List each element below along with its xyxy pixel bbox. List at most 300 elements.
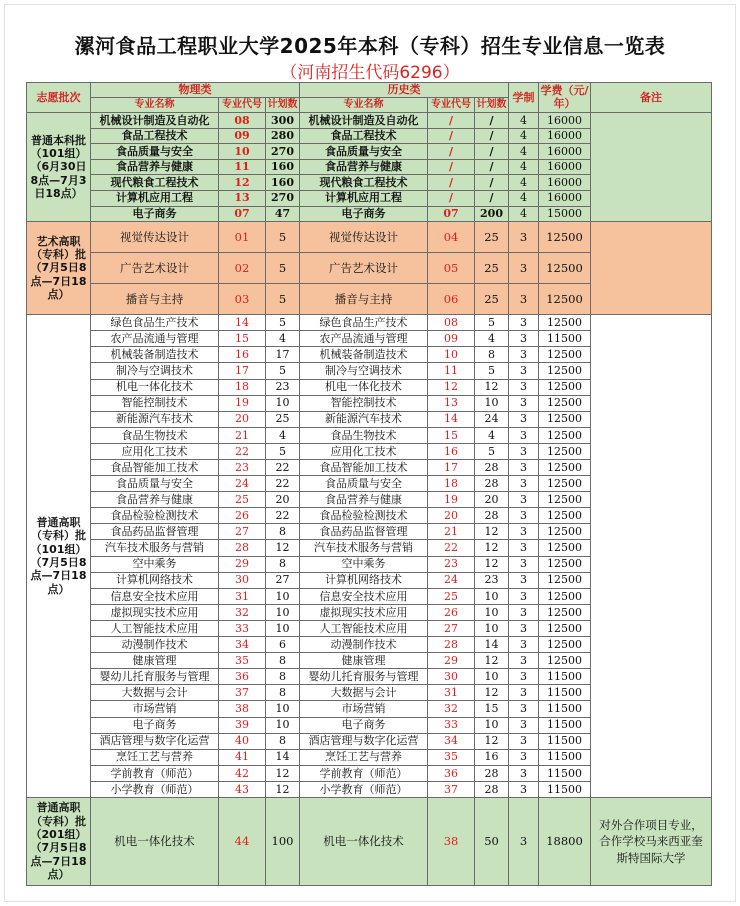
history-code-cell: 38 [428,797,475,885]
physics-major-cell: 电子商务 [91,206,219,222]
physics-major-cell: 市场营销 [91,701,219,717]
duration-cell: 3 [509,749,539,765]
header-physics-plan: 计划数 [266,98,300,113]
history-plan-cell: 5 [475,443,509,459]
history-major-cell: 电子商务 [300,206,428,222]
history-major-cell: 信息安全技术应用 [300,588,428,604]
history-code-cell: 28 [428,637,475,653]
tuition-cell: 12500 [539,253,591,284]
remark-cell [591,315,712,798]
history-major-cell: 动漫制作技术 [300,637,428,653]
tuition-cell: 11500 [539,331,591,347]
physics-major-cell: 绿色食品生产技术 [91,315,219,331]
history-plan-cell: 25 [475,253,509,284]
physics-plan-cell: 12 [266,781,300,797]
history-plan-cell: 50 [475,797,509,885]
table-row [27,797,712,885]
physics-plan-cell: 10 [266,395,300,411]
history-plan-cell: 10 [475,395,509,411]
physics-code-cell: 02 [219,253,266,284]
duration-cell: 3 [509,347,539,363]
history-plan-cell: 12 [475,556,509,572]
tuition-cell: 11500 [539,781,591,797]
physics-plan-cell: 14 [266,749,300,765]
physics-major-cell: 制冷与空调技术 [91,363,219,379]
duration-cell: 3 [509,685,539,701]
history-major-cell: 食品检验检测技术 [300,508,428,524]
physics-major-cell: 虚拟现实技术应用 [91,604,219,620]
duration-cell: 3 [509,717,539,733]
tuition-cell: 11500 [539,685,591,701]
physics-major-cell: 人工智能技术应用 [91,620,219,636]
physics-code-cell: 01 [219,222,266,253]
physics-plan-cell: 270 [266,190,300,206]
physics-plan-cell: 4 [266,427,300,443]
physics-plan-cell: 47 [266,206,300,222]
history-major-cell: 计算机网络技术 [300,572,428,588]
history-plan-cell: 24 [475,411,509,427]
duration-cell: 3 [509,588,539,604]
history-plan-cell: 12 [475,379,509,395]
tuition-cell: 11500 [539,733,591,749]
header-physics-major: 专业名称 [91,98,219,113]
history-major-cell: 酒店管理与数字化运营 [300,733,428,749]
table-row [27,315,712,331]
history-major-cell: 现代粮食工程技术 [300,175,428,191]
physics-code-cell: 25 [219,492,266,508]
history-plan-cell: 10 [475,717,509,733]
physics-plan-cell: 270 [266,144,300,160]
physics-code-cell: 09 [219,128,266,144]
tuition-cell: 16000 [539,113,591,129]
duration-cell: 3 [509,476,539,492]
tuition-cell: 11500 [539,701,591,717]
physics-major-cell: 汽车技术服务与营销 [91,540,219,556]
history-major-cell: 食品质量与安全 [300,476,428,492]
history-major-cell: 大数据与会计 [300,685,428,701]
table-row [27,222,712,253]
table-row [27,113,712,129]
tuition-cell: 12500 [539,492,591,508]
physics-code-cell: 42 [219,765,266,781]
physics-plan-cell: 5 [266,443,300,459]
duration-cell: 4 [509,190,539,206]
tuition-cell: 16000 [539,175,591,191]
history-plan-cell: / [475,144,509,160]
history-code-cell: 21 [428,524,475,540]
history-major-cell: 视觉传达设计 [300,222,428,253]
physics-major-cell: 食品检验检测技术 [91,508,219,524]
history-major-cell: 食品营养与健康 [300,159,428,175]
physics-code-cell: 27 [219,524,266,540]
history-major-cell: 虚拟现实技术应用 [300,604,428,620]
physics-plan-cell: 8 [266,556,300,572]
physics-code-cell: 36 [219,669,266,685]
tuition-cell: 11500 [539,749,591,765]
tuition-cell: 12500 [539,556,591,572]
history-code-cell: 27 [428,620,475,636]
tuition-cell: 12500 [539,347,591,363]
history-plan-cell: 5 [475,315,509,331]
history-plan-cell: 28 [475,460,509,476]
history-plan-cell: 8 [475,347,509,363]
physics-code-cell: 40 [219,733,266,749]
physics-major-cell: 视觉传达设计 [91,222,219,253]
history-plan-cell: / [475,190,509,206]
physics-plan-cell: 5 [266,253,300,284]
physics-major-cell: 学前教育（师范） [91,765,219,781]
duration-cell: 3 [509,315,539,331]
duration-cell: 3 [509,701,539,717]
batch-cell: 普通高职（专科）批（201组）（7月5日8点—7日18点） [27,797,91,885]
history-major-cell: 食品工程技术 [300,128,428,144]
physics-plan-cell: 22 [266,476,300,492]
duration-cell: 3 [509,508,539,524]
history-code-cell: 18 [428,476,475,492]
history-plan-cell: 15 [475,701,509,717]
physics-code-cell: 17 [219,363,266,379]
tuition-cell: 12500 [539,524,591,540]
tuition-cell: 12500 [539,460,591,476]
history-major-cell: 食品生物技术 [300,427,428,443]
physics-code-cell: 31 [219,588,266,604]
duration-cell: 3 [509,284,539,315]
history-code-cell: 29 [428,653,475,669]
history-code-cell: 15 [428,427,475,443]
physics-plan-cell: 10 [266,604,300,620]
physics-code-cell: 03 [219,284,266,315]
physics-code-cell: 37 [219,685,266,701]
history-major-cell: 农产品流通与管理 [300,331,428,347]
header-history-code: 专业代号 [428,98,475,113]
physics-code-cell: 15 [219,331,266,347]
history-plan-cell: / [475,159,509,175]
tuition-cell: 12500 [539,508,591,524]
physics-code-cell: 11 [219,159,266,175]
physics-plan-cell: 300 [266,113,300,129]
history-code-cell: 34 [428,733,475,749]
tuition-cell: 12500 [539,315,591,331]
physics-code-cell: 44 [219,797,266,885]
history-plan-cell: 4 [475,331,509,347]
duration-cell: 3 [509,222,539,253]
physics-code-cell: 19 [219,395,266,411]
physics-major-cell: 婴幼儿托育服务与管理 [91,669,219,685]
physics-plan-cell: 8 [266,669,300,685]
tuition-cell: 18800 [539,797,591,885]
history-major-cell: 汽车技术服务与营销 [300,540,428,556]
header-duration: 学制 [509,83,539,113]
physics-code-cell: 22 [219,443,266,459]
physics-plan-cell: 10 [266,701,300,717]
tuition-cell: 12500 [539,443,591,459]
history-code-cell: 08 [428,315,475,331]
majors-table [26,82,712,886]
history-plan-cell: / [475,113,509,129]
duration-cell: 3 [509,395,539,411]
history-plan-cell: 5 [475,363,509,379]
tuition-cell: 12500 [539,540,591,556]
physics-major-cell: 食品质量与安全 [91,476,219,492]
duration-cell: 3 [509,524,539,540]
duration-cell: 3 [509,331,539,347]
history-code-cell: 19 [428,492,475,508]
duration-cell: 3 [509,653,539,669]
enrollment-code-subtitle: （河南招生代码6296） [280,63,460,83]
history-plan-cell: / [475,175,509,191]
physics-major-cell: 新能源汽车技术 [91,411,219,427]
history-code-cell: 30 [428,669,475,685]
physics-major-cell: 信息安全技术应用 [91,588,219,604]
physics-code-cell: 20 [219,411,266,427]
physics-plan-cell: 5 [266,222,300,253]
physics-plan-cell: 17 [266,347,300,363]
physics-plan-cell: 5 [266,315,300,331]
physics-plan-cell: 100 [266,797,300,885]
tuition-cell: 12500 [539,411,591,427]
duration-cell: 3 [509,363,539,379]
history-major-cell: 电子商务 [300,717,428,733]
header-history: 历史类 [300,83,509,98]
header-physics-code: 专业代号 [219,98,266,113]
history-major-cell: 食品智能加工技术 [300,460,428,476]
physics-plan-cell: 160 [266,159,300,175]
physics-major-cell: 机械设计制造及自动化 [91,113,219,129]
history-code-cell: 36 [428,765,475,781]
header-history-major: 专业名称 [300,98,428,113]
batch-cell: 普通本科批（101组）（6月30日8点—7月3日18点） [27,113,91,222]
history-major-cell: 制冷与空调技术 [300,363,428,379]
tuition-cell: 12500 [539,572,591,588]
tuition-cell: 16000 [539,190,591,206]
history-code-cell: 32 [428,701,475,717]
duration-cell: 3 [509,620,539,636]
physics-code-cell: 30 [219,572,266,588]
physics-plan-cell: 280 [266,128,300,144]
physics-code-cell: 26 [219,508,266,524]
tuition-cell: 12500 [539,637,591,653]
tuition-cell: 16000 [539,128,591,144]
header-physics: 物理类 [91,83,300,98]
physics-plan-cell: 27 [266,572,300,588]
physics-major-cell: 播音与主持 [91,284,219,315]
physics-major-cell: 烹饪工艺与营养 [91,749,219,765]
duration-cell: 3 [509,781,539,797]
duration-cell: 3 [509,540,539,556]
physics-code-cell: 29 [219,556,266,572]
history-major-cell: 市场营销 [300,701,428,717]
physics-major-cell: 食品营养与健康 [91,492,219,508]
history-plan-cell: 14 [475,637,509,653]
history-plan-cell: 20 [475,492,509,508]
duration-cell: 3 [509,427,539,443]
physics-major-cell: 动漫制作技术 [91,637,219,653]
history-code-cell: 26 [428,604,475,620]
physics-major-cell: 农产品流通与管理 [91,331,219,347]
physics-major-cell: 食品质量与安全 [91,144,219,160]
tuition-cell: 12500 [539,620,591,636]
history-major-cell: 健康管理 [300,653,428,669]
history-plan-cell: 12 [475,653,509,669]
history-major-cell: 播音与主持 [300,284,428,315]
history-plan-cell: 10 [475,669,509,685]
history-major-cell: 计算机应用工程 [300,190,428,206]
tuition-cell: 12500 [539,653,591,669]
physics-code-cell: 34 [219,637,266,653]
tuition-cell: 11500 [539,765,591,781]
history-major-cell: 小学教育（师范） [300,781,428,797]
duration-cell: 3 [509,669,539,685]
duration-cell: 4 [509,206,539,222]
history-major-cell: 应用化工技术 [300,443,428,459]
physics-plan-cell: 22 [266,460,300,476]
physics-code-cell: 12 [219,175,266,191]
history-major-cell: 人工智能技术应用 [300,620,428,636]
history-plan-cell: 28 [475,476,509,492]
physics-code-cell: 28 [219,540,266,556]
physics-major-cell: 食品生物技术 [91,427,219,443]
physics-code-cell: 10 [219,144,266,160]
history-major-cell: 食品药品监督管理 [300,524,428,540]
physics-plan-cell: 10 [266,620,300,636]
duration-cell: 3 [509,379,539,395]
history-major-cell: 烹饪工艺与营养 [300,749,428,765]
tuition-cell: 11500 [539,717,591,733]
history-major-cell: 新能源汽车技术 [300,411,428,427]
duration-cell: 3 [509,797,539,885]
duration-cell: 3 [509,637,539,653]
history-plan-cell: 12 [475,733,509,749]
history-code-cell: 31 [428,685,475,701]
history-code-cell: 16 [428,443,475,459]
history-code-cell: / [428,190,475,206]
history-code-cell: 10 [428,347,475,363]
duration-cell: 4 [509,175,539,191]
physics-plan-cell: 10 [266,717,300,733]
duration-cell: 3 [509,460,539,476]
physics-major-cell: 计算机应用工程 [91,190,219,206]
history-major-cell: 空中乘务 [300,556,428,572]
remark-cell: 对外合作项目专业，合作学校马来西亚奎斯特国际大学 [591,797,712,885]
tuition-cell: 16000 [539,159,591,175]
history-code-cell: 06 [428,284,475,315]
duration-cell: 4 [509,113,539,129]
duration-cell: 3 [509,604,539,620]
history-plan-cell: 10 [475,620,509,636]
history-major-cell: 食品质量与安全 [300,144,428,160]
physics-code-cell: 07 [219,206,266,222]
history-code-cell: 14 [428,411,475,427]
history-major-cell: 机电一体化技术 [300,379,428,395]
physics-plan-cell: 4 [266,331,300,347]
history-code-cell: / [428,113,475,129]
tuition-cell: 12500 [539,222,591,253]
tuition-cell: 12500 [539,476,591,492]
physics-code-cell: 16 [219,347,266,363]
history-plan-cell: 28 [475,781,509,797]
history-plan-cell: 28 [475,508,509,524]
history-code-cell: 11 [428,363,475,379]
history-plan-cell: 12 [475,685,509,701]
duration-cell: 3 [509,253,539,284]
batch-cell: 艺术高职（专科）批（7月5日8点—7日18点） [27,222,91,315]
history-code-cell: / [428,128,475,144]
physics-major-cell: 智能控制技术 [91,395,219,411]
physics-major-cell: 健康管理 [91,653,219,669]
history-plan-cell: 10 [475,588,509,604]
physics-major-cell: 空中乘务 [91,556,219,572]
physics-major-cell: 现代粮食工程技术 [91,175,219,191]
duration-cell: 4 [509,159,539,175]
history-code-cell: 20 [428,508,475,524]
physics-plan-cell: 12 [266,540,300,556]
history-code-cell: 04 [428,222,475,253]
history-major-cell: 广告艺术设计 [300,253,428,284]
physics-plan-cell: 5 [266,363,300,379]
physics-plan-cell: 8 [266,524,300,540]
history-code-cell: / [428,159,475,175]
physics-major-cell: 计算机网络技术 [91,572,219,588]
history-plan-cell: 200 [475,206,509,222]
history-plan-cell: 25 [475,284,509,315]
physics-major-cell: 食品工程技术 [91,128,219,144]
history-plan-cell: / [475,128,509,144]
physics-plan-cell: 25 [266,411,300,427]
physics-code-cell: 41 [219,749,266,765]
duration-cell: 3 [509,733,539,749]
history-code-cell: / [428,175,475,191]
tuition-cell: 12500 [539,284,591,315]
history-code-cell: 25 [428,588,475,604]
remark-cell [591,113,712,222]
tuition-cell: 12500 [539,588,591,604]
physics-code-cell: 39 [219,717,266,733]
history-major-cell: 绿色食品生产技术 [300,315,428,331]
physics-major-cell: 食品药品监督管理 [91,524,219,540]
physics-code-cell: 35 [219,653,266,669]
physics-code-cell: 13 [219,190,266,206]
duration-cell: 3 [509,556,539,572]
physics-major-cell: 机电一体化技术 [91,379,219,395]
physics-code-cell: 43 [219,781,266,797]
page-title: 漯河食品工程职业大学2025年本科（专科）招生专业信息一览表 [74,34,666,58]
duration-cell: 3 [509,443,539,459]
physics-major-cell: 电子商务 [91,717,219,733]
physics-major-cell: 广告艺术设计 [91,253,219,284]
history-plan-cell: 28 [475,765,509,781]
physics-major-cell: 食品营养与健康 [91,159,219,175]
history-code-cell: 07 [428,206,475,222]
physics-major-cell: 应用化工技术 [91,443,219,459]
history-code-cell: 13 [428,395,475,411]
history-major-cell: 机电一体化技术 [300,797,428,885]
duration-cell: 3 [509,572,539,588]
physics-plan-cell: 160 [266,175,300,191]
physics-plan-cell: 8 [266,733,300,749]
header-history-plan: 计划数 [475,98,509,113]
physics-code-cell: 23 [219,460,266,476]
duration-cell: 3 [509,492,539,508]
tuition-cell: 12500 [539,604,591,620]
history-plan-cell: 4 [475,427,509,443]
physics-major-cell: 酒店管理与数字化运营 [91,733,219,749]
physics-plan-cell: 20 [266,492,300,508]
physics-major-cell: 小学教育（师范） [91,781,219,797]
duration-cell: 4 [509,144,539,160]
history-code-cell: / [428,144,475,160]
physics-major-cell: 机械装备制造技术 [91,347,219,363]
history-code-cell: 37 [428,781,475,797]
